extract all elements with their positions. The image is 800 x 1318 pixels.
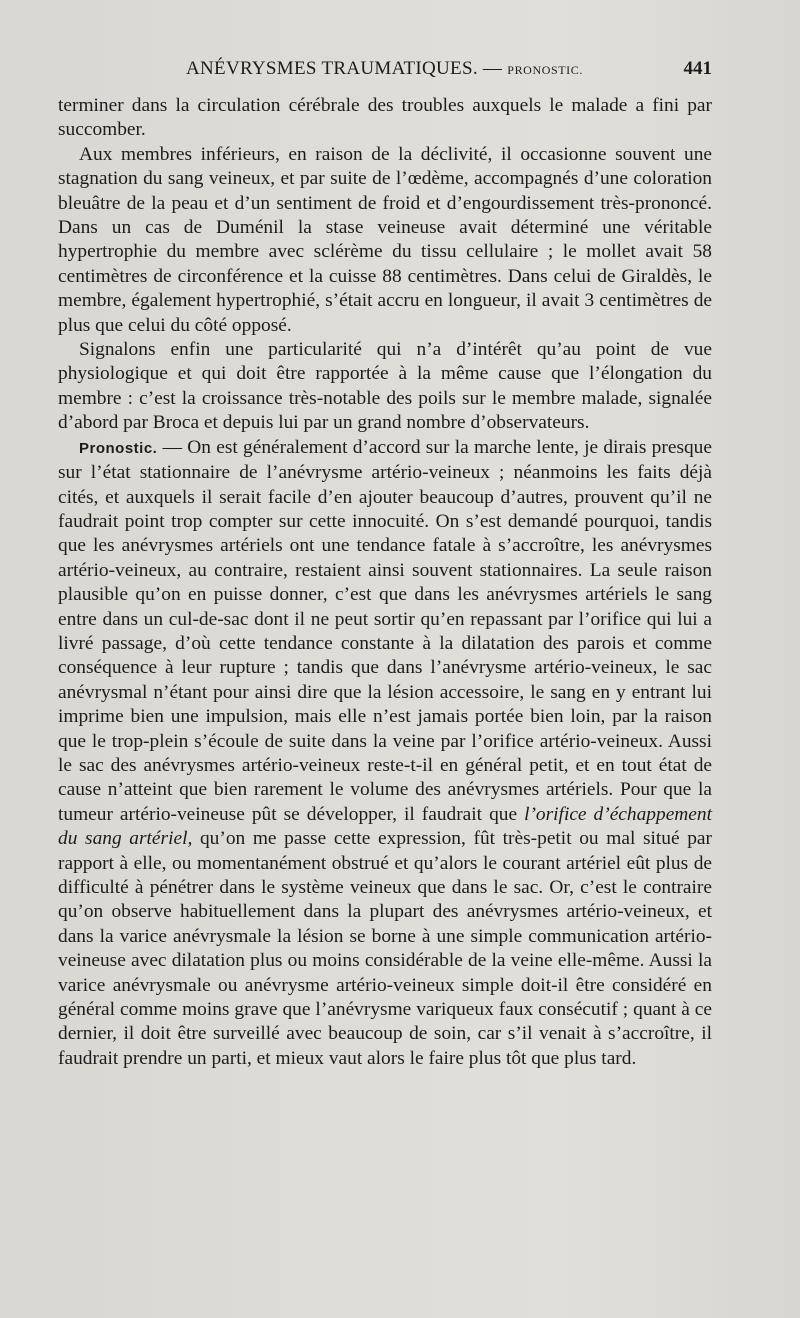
running-title [186,58,583,80]
running-header [58,58,712,86]
page-number: 441 [683,58,712,79]
section-heading-pronostic: Pronostic. [79,439,158,457]
pronostic-text-part2: qu’on me passe cette expression, fût très-petit ou mal situé par rapport à elle, ou momentanément obstrué et qu’alors le courant artériel eût plus de difficulté à pénétrer dans le système veineux que dans le sac. Or, c’est le contraire qu’on observe habituellement dans la plupart des anévrysmes artério-veineux, et dans la varice anévrysmale la lésion se borne à une simple communication artério-veineuse avec dilatation plus ou moins considérable de la veine elle-même. Aussi la varice anévrysmale ou anévrysme artério-veineux simple doit-il être considéré en général comme moins grave que l’anévrysme variqueux faux consécutif ; quant à ce dernier, il doit être surveillé avec beaucoup de soin, car s’il venait à s’accroître, il faudrait prendre un parti, et mieux vaut alors le faire plus tôt que plus tard. [58,828,712,1069]
pronostic-text-part1: — On est généralement d’accord sur la marche lente, je dirais presque sur l’état stationnaire de l’anévrysme artério-veineux ; néanmoins les faits déjà cités, et auxquels il serait facile d’en ajouter beaucoup d’autres, prouvent qu’il ne faudrait point trop compter sur cette innocuité. On s’est demandé pourquoi, tandis que les anévrysmes artériels ont une tendance fatale à s’accroître, les anévrysmes artério-veineux, au contraire, restaient ainsi souvent stationnaires. La seule raison plausible qu’on en puisse donner, c’est que dans les anévrysmes artériels le sang entre dans un cul-de-sac dont il ne peut sortir qu’en repassant par l’orifice qui lui a livré passage, d’où cette tendance constante à la dilatation des parois et comme conséquence à leur rupture ; tandis que dans l’anévrysme artério-veineux, le sac anévrysmal n’étant pour ainsi dire que la lésion accessoire, le sang en y entrant lui imprime bien une impulsion, mais elle n’est jamais portée bien loin, par la raison que le trop-plein s’écoule de suite dans la veine par l’orifice artério-veineux. Aussi le sac des anévrysmes artério-veineux reste-t-il en général petit, et en tout état de cause n’atteint que bien rarement le volume des anévrysmes artériels. Pour que la tumeur artério-veineuse pût se développer, il faudrait que [58,436,712,825]
pronostic-emphasis: l’orifice d’échappement du sang artériel, [58,803,712,850]
paragraph-lower-limbs: Aux membres inférieurs, en raison de la déclivité, il occasionne souvent une stagnation du sang veineux, et par suite de l’œdème, accompagnés d’une coloration bleuâtre de la peau et d’un sentiment de froid et d’engourdissement très-prononcé. Dans un cas de Duménil la stase veineuse avait déterminé une véritable hypertrophie du membre avec sclérème du tissu cellulaire ; le mollet avait 58 centimètres de circonférence et la cuisse 88 centimètres. Dans celui de Giraldès, le membre, également hypertrophié, s’était accru en longueur, il avait 3 centimètres de plus que celui du côté opposé. [58,143,712,336]
running-title-section: PRONOSTIC. [507,63,583,77]
paragraph-hair-growth: Signalons enfin une particularité qui n’a d’intérêt qu’au point de vue physiologique et qui doit être rapportée à la même cause que l’élongation du membre : c’est la croissance très-notable des poils sur le membre malade, signalée d’abord par Broca et depuis lui par un grand nombre d’observateurs. [58,339,712,434]
paragraph-pronostic [58,436,712,1072]
body-text [58,94,712,1071]
running-title-main: ANÉVRYSMES TRAUMATIQUES. — [186,58,508,79]
paragraph-continuation: terminer dans la circulation cérébrale des troubles auxquels le malade a fini par succomber. [58,95,712,141]
